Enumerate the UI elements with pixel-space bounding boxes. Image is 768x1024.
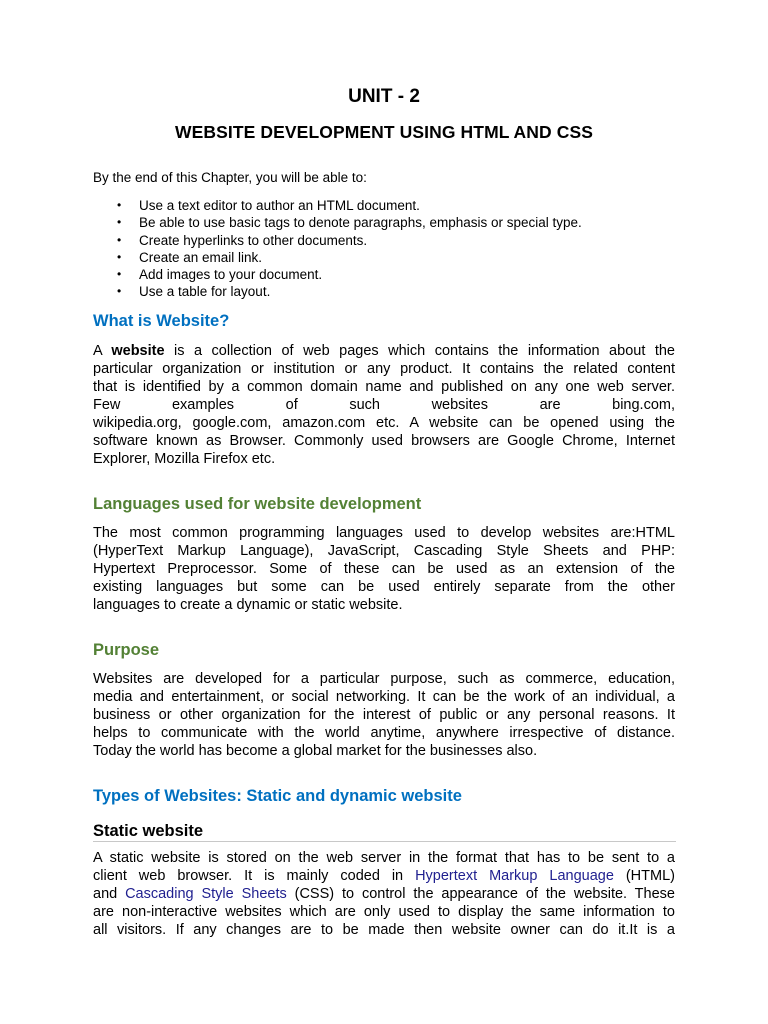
- paragraph-line: existing languages but some can be used entirely separate from the other: [93, 579, 675, 595]
- paragraph-line: languages to create a dynamic or static website.: [93, 597, 403, 613]
- purpose-paragraph: [93, 670, 675, 760]
- paragraph-line: all visitors. If any changes are to be made then website owner can do it.It is a: [93, 922, 675, 938]
- paragraph-line: Explorer, Mozilla Firefox etc.: [93, 451, 276, 467]
- list-item: • Be able to use basic tags to denote paragraphs, emphasis or special type.: [117, 215, 582, 231]
- static-website-paragraph: [93, 849, 675, 939]
- section-heading-languages: Languages used for website development: [93, 495, 422, 513]
- section-heading-purpose: Purpose: [93, 641, 160, 659]
- chapter-title: WEBSITE DEVELOPMENT USING HTML AND CSS: [175, 122, 593, 142]
- paragraph-line: A static website is stored on the web server in the format that has to be sent to a: [93, 850, 675, 866]
- paragraph-line: Few examples of such websites are bing.com,: [93, 397, 675, 413]
- list-item: • Create hyperlinks to other documents.: [117, 232, 368, 248]
- what-is-website-paragraph: [93, 342, 675, 468]
- list-item: • Use a text editor to author an HTML document.: [117, 198, 420, 213]
- html-link[interactable]: Hypertext Markup Language: [415, 868, 614, 884]
- paragraph-line: wikipedia.org, google.com, amazon.com etc. A website can be opened using the: [93, 415, 675, 431]
- paragraph-line: media and entertainment, or social networking. It can be the work of an individual, a: [93, 689, 675, 705]
- paragraph-line: helps to communicate with the world anytime, anywhere irrespective of distance.: [93, 725, 675, 741]
- bullet-icon: •: [117, 198, 122, 212]
- paragraph-line: particular organization or institution or any product. It contains the related content: [93, 361, 675, 377]
- bullet-icon: •: [117, 215, 122, 230]
- subheading-static-website: Static website: [93, 822, 204, 840]
- paragraph-line: Today the world has become a global market for the businesses also.: [93, 743, 538, 759]
- languages-paragraph: [93, 524, 675, 614]
- list-item: • Use a table for layout.: [117, 284, 271, 300]
- paragraph-line: Hypertext Preprocessor. Some of these can be used as an extension of the: [93, 561, 675, 577]
- section-heading-what-is-website: What is Website?: [93, 312, 230, 330]
- paragraph-line: The most common programming languages used to develop websites are:HTML: [93, 525, 675, 541]
- bullet-icon: •: [117, 267, 122, 282]
- heading-divider: [93, 841, 676, 842]
- intro-text: By the end of this Chapter, you will be able to:: [93, 170, 367, 185]
- bullet-icon: •: [117, 284, 122, 299]
- paragraph-line: and Cascading Style Sheets (CSS) to control the appearance of the website. These: [93, 886, 675, 902]
- paragraph-line: client web browser. It is mainly coded in Hypertext Markup Language (HTML): [93, 868, 675, 884]
- section-heading-types: Types of Websites: Static and dynamic website: [93, 787, 462, 805]
- unit-heading: UNIT - 2: [348, 86, 420, 107]
- paragraph-line: business or other organization for the interest of public or any personal reasons. It: [93, 707, 675, 723]
- paragraph-line: Websites are developed for a particular purpose, such as commerce, education,: [93, 671, 675, 687]
- objectives-list: [93, 197, 693, 301]
- paragraph-line: that is identified by a common domain name and published on any one web server.: [93, 379, 675, 395]
- list-item: • Add images to your document.: [117, 267, 323, 283]
- css-link[interactable]: Cascading Style Sheets: [125, 886, 287, 902]
- paragraph-line: (HyperText Markup Language), JavaScript, Cascading Style Sheets and PHP:: [93, 543, 675, 559]
- paragraph-line: software known as Browser. Commonly used browsers are Google Chrome, Internet: [93, 433, 675, 449]
- bullet-icon: •: [117, 249, 122, 264]
- paragraph-line: are non-interactive websites which are only used to display the same information to: [93, 904, 675, 920]
- list-item: • Create an email link.: [117, 249, 263, 265]
- paragraph-line: A website is a collection of web pages which contains the information about the: [93, 343, 675, 359]
- bullet-icon: •: [117, 232, 122, 247]
